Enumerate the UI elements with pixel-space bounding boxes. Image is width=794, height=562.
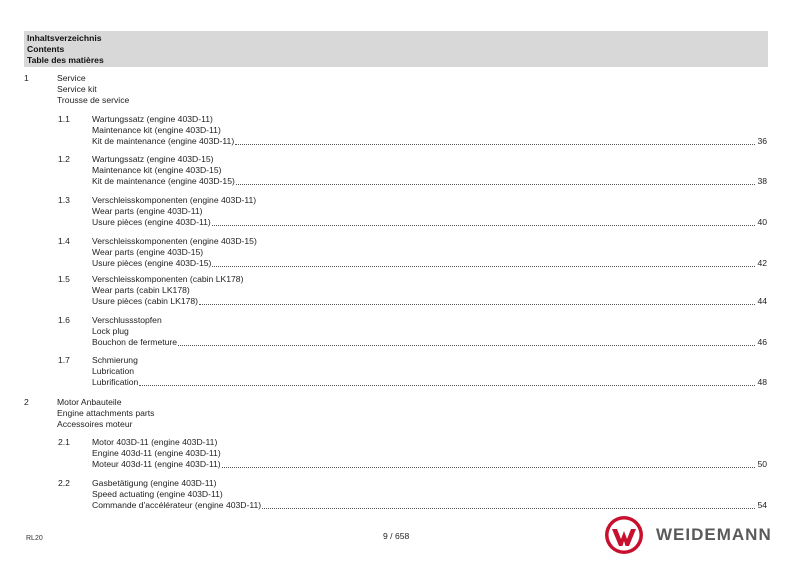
toc-entry-1-6[interactable] [0,315,794,348]
chapter-title [57,397,154,430]
chapter-1 [0,73,794,106]
section-leader-line [92,176,767,187]
section-title-fr: Usure pièces (engine 403D-15) [92,258,212,268]
section-number: 1.6 [58,315,70,325]
section-title [92,478,223,500]
toc-entry-1-5[interactable] [0,274,794,307]
section-number: 1.1 [58,114,70,124]
section-title-de: Verschleisskomponenten (engine 403D-11) [92,195,257,205]
dot-leader [199,304,755,305]
section-title-de: Motor 403D-11 (engine 403D-11) [92,437,218,447]
dot-leader [212,266,755,267]
section-leader-line [92,136,767,147]
section-title-en: Maintenance kit (engine 403D-15) [92,165,222,175]
section-title [92,315,162,337]
section-number: 2.2 [58,478,70,488]
section-title [92,274,243,296]
chapter-title-en: Engine attachments parts [57,408,155,418]
section-title [92,355,138,377]
chapter-title-fr: Accessoires moteur [57,419,133,429]
toc-entry-1-7[interactable] [0,355,794,388]
section-title-fr: Lubrification [92,377,139,387]
chapter-title-fr: Trousse de service [57,95,130,105]
page-number: 36 [757,136,767,146]
dot-leader [178,345,755,346]
section-title-fr: Usure pièces (engine 403D-11) [92,217,211,227]
page-number: 38 [757,176,767,186]
section-number: 1.7 [58,355,70,365]
section-title-de: Wartungssatz (engine 403D-15) [92,154,214,164]
section-leader-line [92,296,767,307]
section-title-de: Wartungssatz (engine 403D-11) [92,114,213,124]
toc-entry-2-1[interactable] [0,437,794,470]
dot-leader [222,467,756,468]
page-number: 42 [757,258,767,268]
section-title-de: Verschleisskomponenten (engine 403D-15) [92,236,257,246]
brand-wordmark: WEIDEMANN [656,525,772,544]
chapter-title-de: Service [57,73,86,83]
section-leader-line [92,337,767,348]
page-number: 44 [757,296,767,306]
section-title-en: Wear parts (cabin LK178) [92,285,190,295]
section-title [92,114,221,136]
section-title-en: Wear parts (engine 403D-15) [92,247,204,257]
chapter-number: 1 [24,73,29,83]
header-title-de: Inhaltsverzeichnis [27,33,102,43]
toc-entry-1-3[interactable] [0,195,794,228]
toc-entry-1-2[interactable] [0,154,794,187]
section-title-en: Speed actuating (engine 403D-11) [92,489,223,499]
section-title-de: Verschleisskomponenten (cabin LK178) [92,274,244,284]
dot-leader [139,385,755,386]
page-number: 50 [757,459,767,469]
section-number: 1.4 [58,236,70,246]
section-title-de: Gasbetätigung (engine 403D-11) [92,478,217,488]
section-leader-line [92,500,767,511]
section-title-fr: Bouchon de fermeture [92,337,178,347]
section-leader-line [92,217,767,228]
section-title-fr: Moteur 403d-11 (engine 403D-11) [92,459,221,469]
section-leader-line [92,377,767,388]
page-indicator: 9 / 658 [383,531,410,541]
chapter-title-de: Motor Anbauteile [57,397,122,407]
toc-entry-1-4[interactable] [0,236,794,269]
section-title [92,437,221,459]
section-title-en: Wear parts (engine 403D-11) [92,206,203,216]
chapter-2 [0,397,794,430]
page-number: 54 [757,500,767,510]
chapter-number: 2 [24,397,29,407]
section-leader-line [92,258,767,269]
section-number: 2.1 [58,437,70,447]
section-title [92,154,221,176]
page-number: 48 [757,377,767,387]
toc-entry-2-2[interactable] [0,478,794,511]
page-number: 46 [757,337,767,347]
dot-leader [212,225,756,226]
section-title-en: Lubrication [92,366,135,376]
chapter-title [57,73,129,106]
dot-leader [236,184,756,185]
page-number: 40 [757,217,767,227]
section-title-en: Lock plug [92,326,129,336]
section-title-de: Verschlussstopfen [92,315,162,325]
weidemann-w-logo-icon [604,515,644,555]
dot-leader [235,144,755,145]
section-title-fr: Commande d'accélérateur (engine 403D-11) [92,500,262,510]
section-title-fr: Kit de maintenance (engine 403D-11) [92,136,235,146]
section-title-en: Maintenance kit (engine 403D-11) [92,125,221,135]
section-leader-line [92,459,767,470]
section-number: 1.3 [58,195,70,205]
header-title-fr: Table des matières [27,55,104,65]
section-number: 1.2 [58,154,70,164]
section-title [92,236,257,258]
section-number: 1.5 [58,274,70,284]
section-title-fr: Kit de maintenance (engine 403D-15) [92,176,235,186]
document-code: RL20 [26,535,43,542]
toc-entry-1-1[interactable] [0,114,794,147]
header-title-en: Contents [27,44,65,54]
weidemann-logo [604,515,774,555]
chapter-title-en: Service kit [57,84,97,94]
section-title-fr: Usure pièces (cabin LK178) [92,296,199,306]
section-title-en: Engine 403d-11 (engine 403D-11) [92,448,221,458]
section-title [92,195,256,217]
section-title-de: Schmierung [92,355,138,365]
dot-leader [262,508,755,509]
